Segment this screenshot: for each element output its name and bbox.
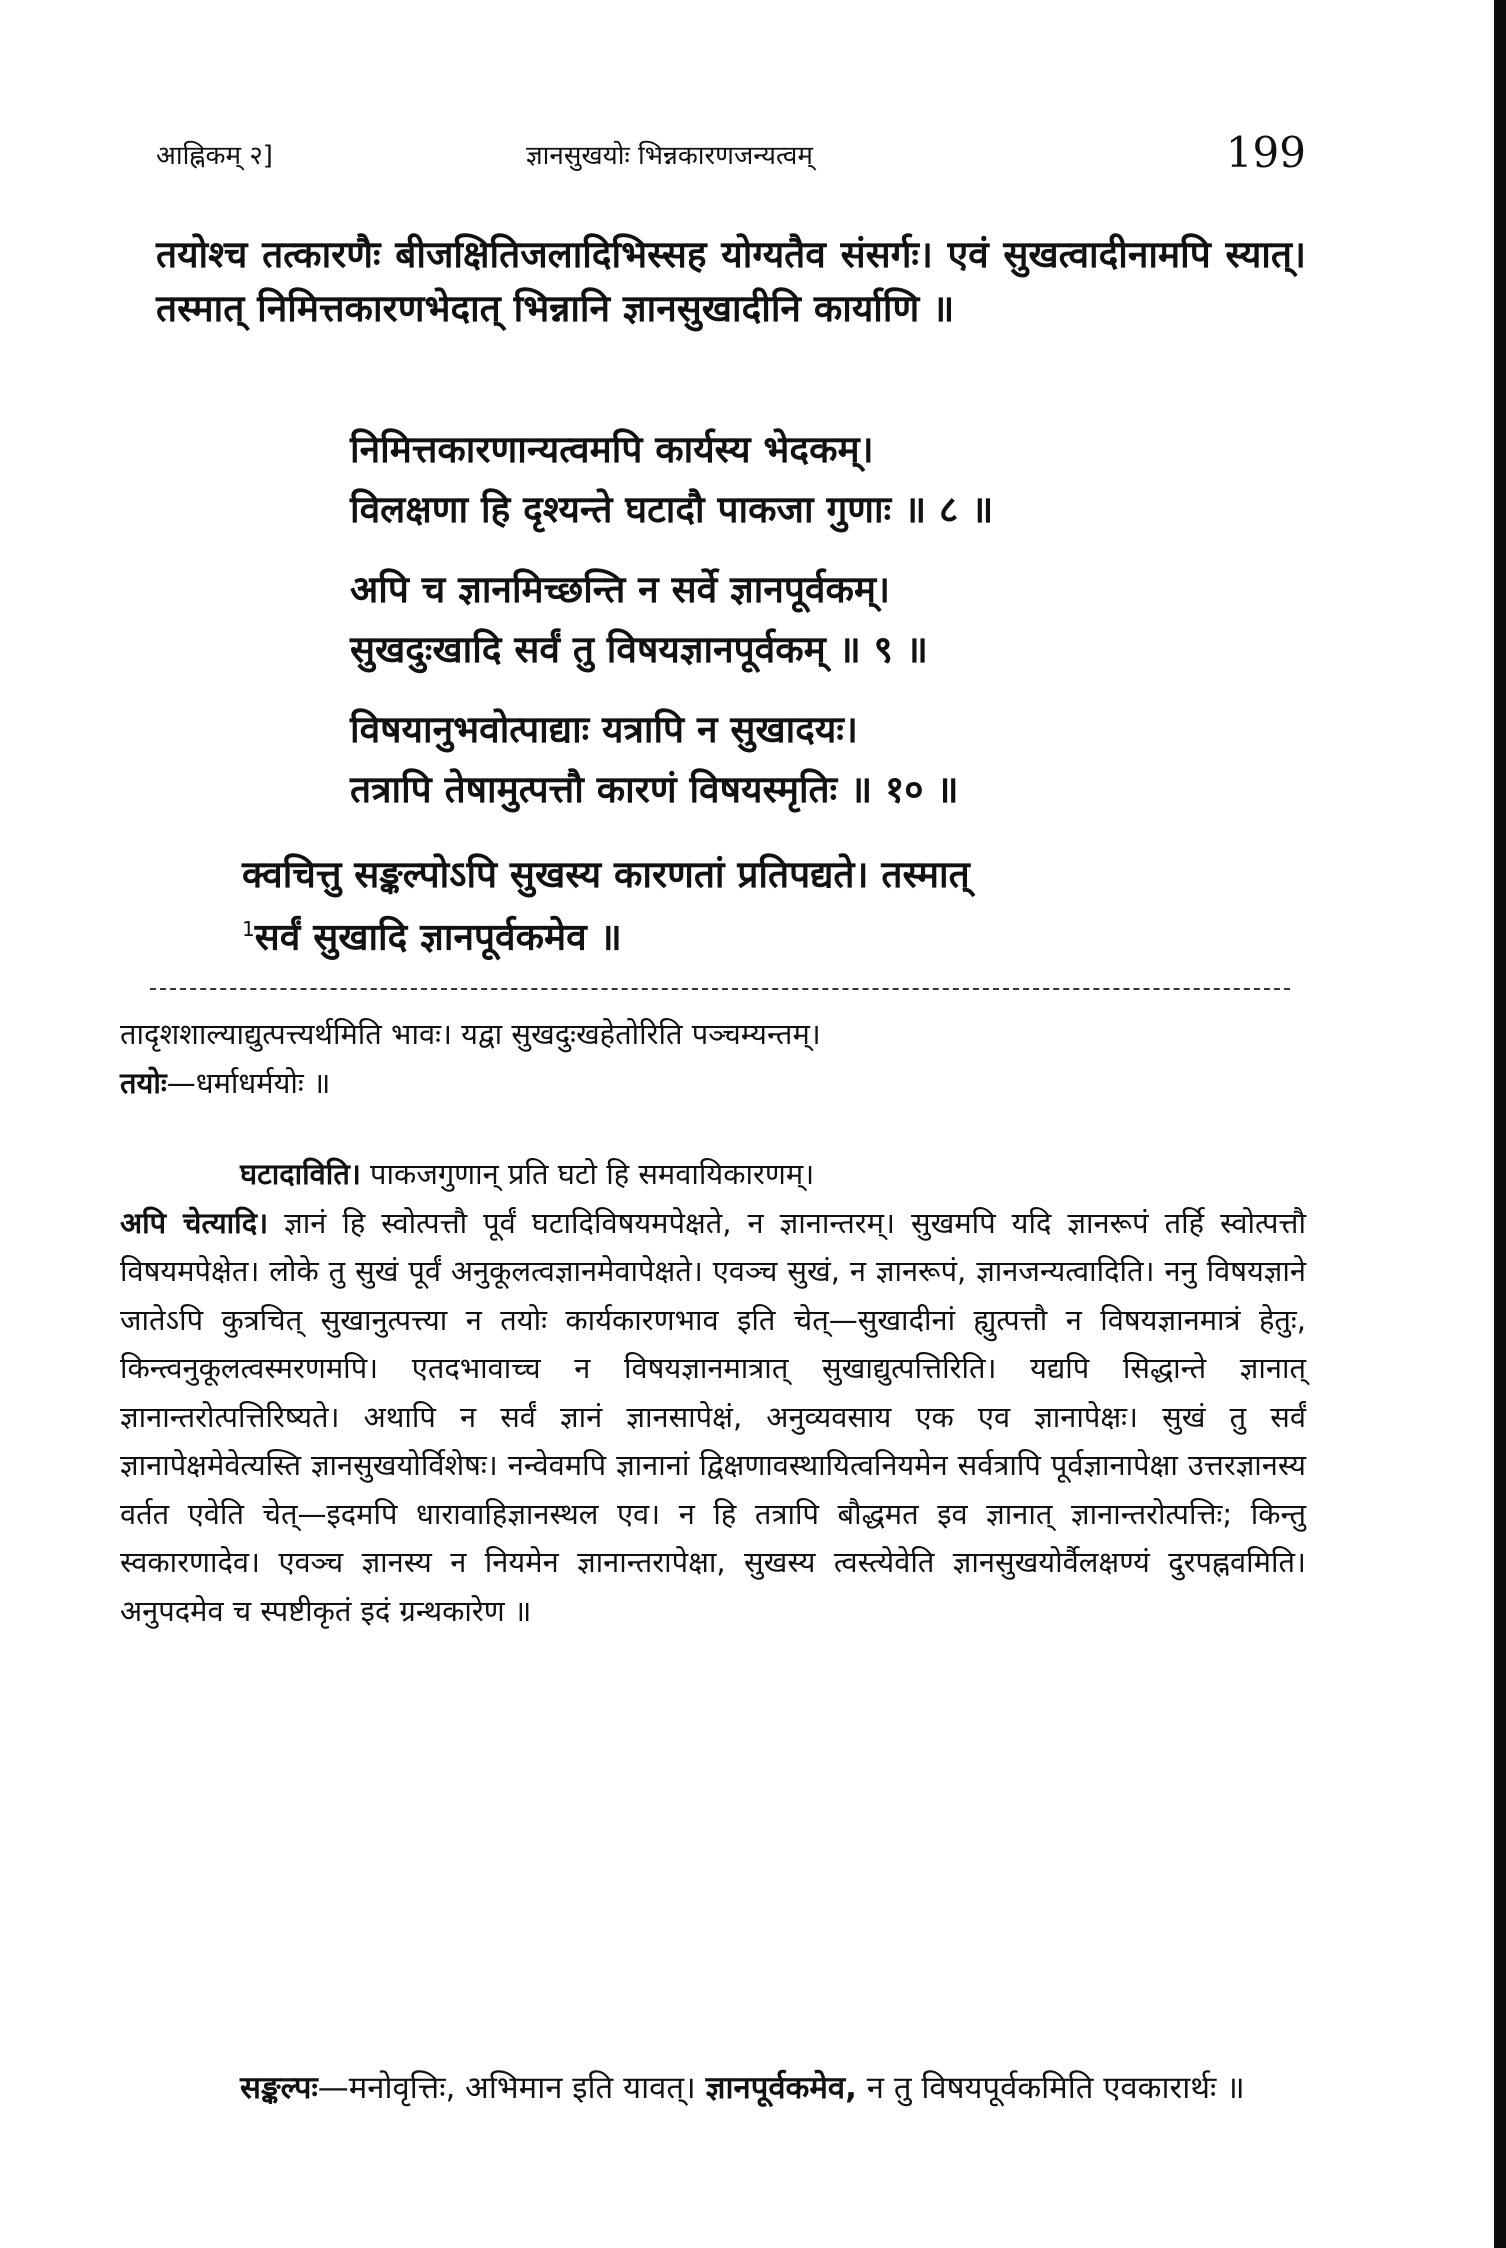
main-paragraph-2 — [156, 848, 1306, 964]
commentary-term: ज्ञानपूर्वकमेव, — [705, 2070, 857, 2106]
verse-line: अपि च ज्ञानमिच्छन्ति न सर्वे ज्ञानपूर्वकम्। — [350, 568, 891, 611]
verse-8 — [350, 420, 1290, 540]
para2-lead: क्वचित्तु सङ्कल्पोऽपि सुखस्य कारणतां प्रतिपद्यते। तस्मात् — [242, 853, 970, 896]
verse-line: विषयानुभवोत्पाद्याः यत्रापि न सुखादयः। — [350, 708, 858, 751]
commentary-block-2 — [120, 1150, 1306, 1635]
commentary-line: तादृशशाल्याद्युत्पत्त्यर्थमिति भावः। यद्वा सुखदुःखहेतोरिति पञ्चम्यन्तम्। — [120, 1017, 821, 1051]
main-text-para2 — [156, 848, 1306, 964]
main-text-para1: तयोश्च तत्कारणैः बीजक्षितिजलादिभिस्सह योग्यतैव संसर्गः। एवं सुखत्वादीनामपि स्यात्। तस्मात् निमित्तकारणभेदात् भिन्नानि ज्ञानसुखादीनि कार्याणि ॥ — [156, 233, 1306, 330]
verse-line: विलक्षणा हि दृश्यन्ते घटादौ पाकजा गुणाः ॥ ८ ॥ — [350, 488, 994, 531]
verse-9 — [350, 560, 1290, 680]
commentary-text: ज्ञानं हि स्वोत्पत्तौ पूर्वं घटादिविषयमपेक्षते, न ज्ञानान्तरम्। सुखमपि यदि ज्ञानरूपं तर्हि स्वोत्पत्तौ विषयमपेक्षेत। लोके तु सुखं पूर्वं अनुकूलत्वज्ञानमेवापेक्षते। एवञ्च सुखं, न ज्ञानरूपं, ज्ञानजन्यत्वादिति। ननु विषयज्ञाने जातेऽपि कुत्रचित् सुखानुत्पत्त्या न तयोः कार्यकारणभाव इति चेत्—सुखादीनां ह्युत्पत्तौ न विषयज्ञानमात्रं हेतुः, किन्त्वनुकूलत्वस्मरणमपि। एतदभावाच्च न विषयज्ञानमात्रात् सुखाद्युत्पत्तिरिति। यद्यपि सिद्धान्ते ज्ञानात् ज्ञानान्तरोत्पत्तिरिष्यते। अथापि न सर्वं ज्ञानं ज्ञानसापेक्षं, अनुव्यवसाय एक एव ज्ञानापेक्षः। सुखं तु सर्वं ज्ञानापेक्षमेवेत्यस्ति ज्ञानसुखयोर्विशेषः। नन्वेवमपि ज्ञानानां द्विक्षणावस्थायित्वनियमेन सर्वत्रापि पूर्वज्ञानापेक्षा उत्तरज्ञानस्य वर्तत एवेति चेत्—इदमपि धारावाहिज्ञानस्थल एव। न हि तत्रापि बौद्धमत इव ज्ञानात् ज्ञानान्तरोत्पत्तिः; किन्तु स्वकारणादेव। एवञ्च ज्ञानस्य न नियमेन ज्ञानान्तरापेक्षा, सुखस्य त्वस्त्येवेति ज्ञानसुखयोर्वैलक्षण्यं दुरपह्नवमिति। अनुपदमेव च स्पष्टीकृतं इदं ग्रन्थकारेण ॥ — [120, 1205, 1306, 1628]
commentary-block-3 — [120, 2060, 1306, 2116]
commentary-block-1 — [120, 1010, 1306, 1107]
verse-line: सुखदुःखादि सर्वं तु विषयज्ञानपूर्वकम् ॥ ९ ॥ — [350, 628, 928, 671]
page-number: 199 — [1225, 128, 1306, 177]
header-chapter: आह्निकम् २] — [156, 141, 273, 171]
main-paragraph-1 — [156, 228, 1306, 336]
commentary-line — [120, 1059, 1306, 1108]
commentary-term: अपि चेत्यादि। — [120, 1205, 269, 1240]
commentary-paragraph — [120, 1150, 1306, 1635]
verse-line: तत्रापि तेषामुत्पत्तौ कारणं विषयस्मृतिः ॥ १० ॥ — [350, 768, 959, 811]
verse-line: निमित्तकारणान्यत्वमपि कार्यस्य भेदकम्। — [350, 428, 874, 471]
footnote-divider — [150, 988, 1290, 990]
commentary-text: —धर्माधर्मयोः ॥ — [166, 1065, 331, 1100]
verse-10 — [350, 700, 1290, 820]
commentary-term: तयोः — [120, 1065, 167, 1100]
footnote-mark: 1 — [242, 917, 255, 941]
header-title: ज्ञानसुखयोः भिन्नकारणजन्यत्वम् — [526, 141, 813, 171]
commentary-term: सङ्कल्पः — [240, 2070, 318, 2106]
commentary-paragraph — [120, 2060, 1306, 2116]
running-header — [156, 128, 1306, 178]
commentary-term: घटादाविति। — [240, 1157, 361, 1191]
para2-rest: सर्वं सुखादि ज्ञानपूर्वकमेव ॥ — [254, 915, 622, 959]
commentary-text: न तु विषयपूर्वकमिति एवकारार्थः ॥ — [856, 2070, 1245, 2106]
commentary-text: पाकजगुणान् प्रति घटो हि समवायिकारणम्। — [360, 1157, 815, 1191]
commentary-text: —मनोवृत्तिः, अभिमान इति यावत्। — [317, 2070, 696, 2106]
scan-edge — [1494, 0, 1506, 2248]
